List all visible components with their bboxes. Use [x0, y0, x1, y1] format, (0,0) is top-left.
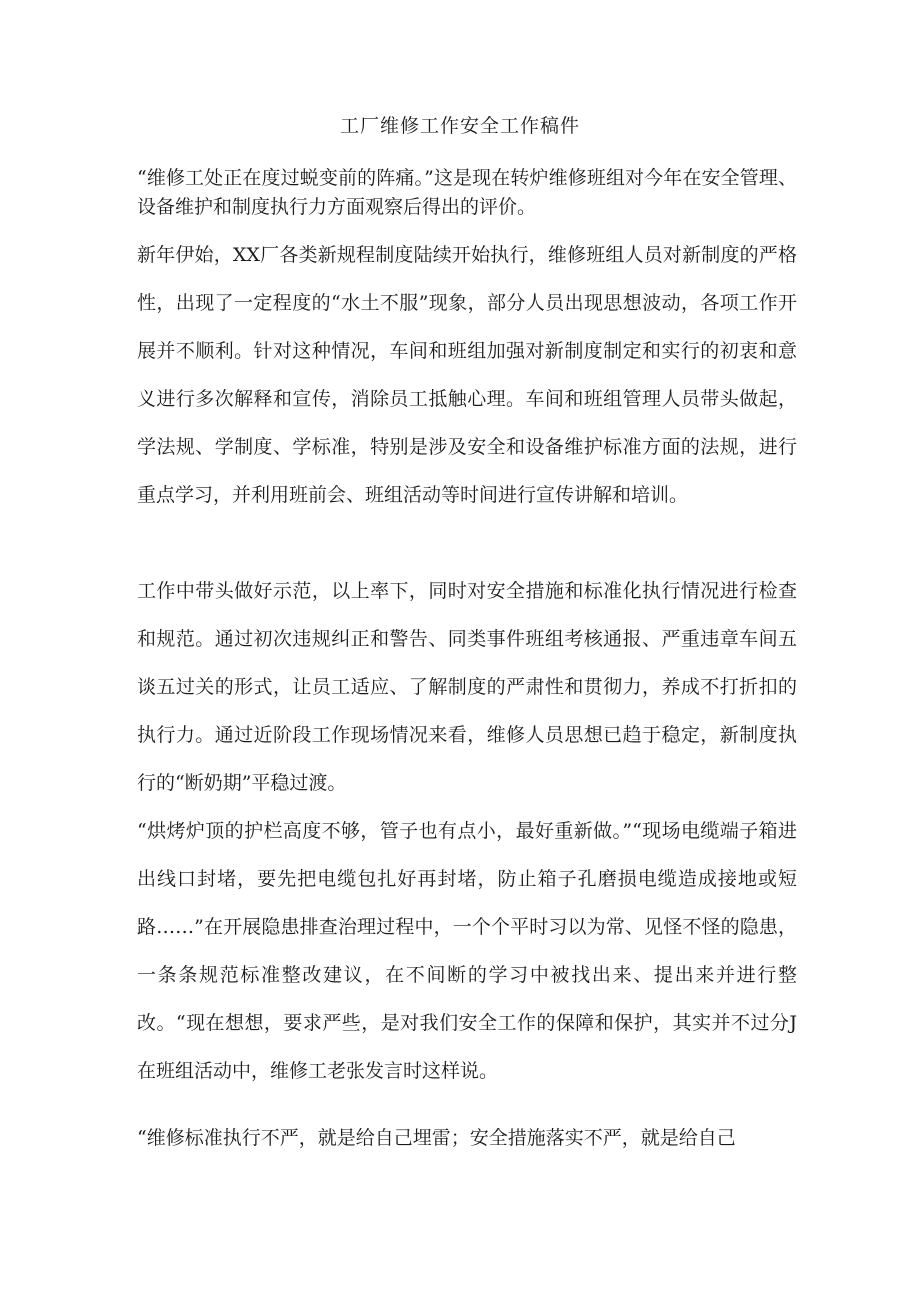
paragraph-new-rules: 新年伊始，XX厂各类新规程制度陆续开始执行，维修班组人员对新制度的严格性，出现了一定程度的“水土不服”现象，部分人员出现思想波动，各项工作开展并不顺利。针对这种情况，车间和班组加强对新制度制定和实行的初衷和意义进行多次解释和宣传，消除员工抵触心理。车间和班组管理人员带头做起，学法规、学制度、学标准，特别是涉及安全和设备维护标准方面的法规，进行重点学习，并利用班前会、班组活动等时间进行宣传讲解和培训。 — [137, 244, 797, 506]
document-title: 工厂维修工作安全工作稿件 — [339, 115, 580, 137]
paragraph-intro: “维修工处正在度过蜕变前的阵痛。”这是现在转炉维修班组对今年在安全管理、设备维护和制度执行力方面观察后得出的评价。 — [137, 167, 797, 218]
paragraph-demonstration: 工作中带头做好示范，以上率下，同时对安全措施和标准化执行情况进行检查和规范。通过初次违规纠正和警告、同类事件班组考核通报、严重违章车间五谈五过关的形式，让员工适应、了解制度的严肃性和贯彻力，养成不打折扣的执行力。通过近阶段工作现场情况来看，维修人员思想已趋于稳定，新制度执行的“断奶期”平稳过渡。 — [137, 580, 797, 794]
paragraph-standards-quote: “维修标准执行不严，就是给自己埋雷；安全措施落实不严，就是给自己 — [137, 1127, 736, 1149]
paragraph-hazard-check: “烘烤炉顶的护栏高度不够，管子也有点小，最好重新做。”“现场电缆端子箱进出线口封堵，要先把电缆包扎好再封堵，防止箱子孔磨损电缆造成接地或短路……”在开展隐患排查治理过程中，一个个平时习以为常、见怪不怪的隐患，一条条规范标准整改建议，在不间断的学习中被找出来、提出来并进行整改。“现在想想，要求严些，是对我们安全工作的保障和保护，其实并不过分J在班组活动中，维修工老张发言时这样说。 — [137, 820, 797, 1082]
